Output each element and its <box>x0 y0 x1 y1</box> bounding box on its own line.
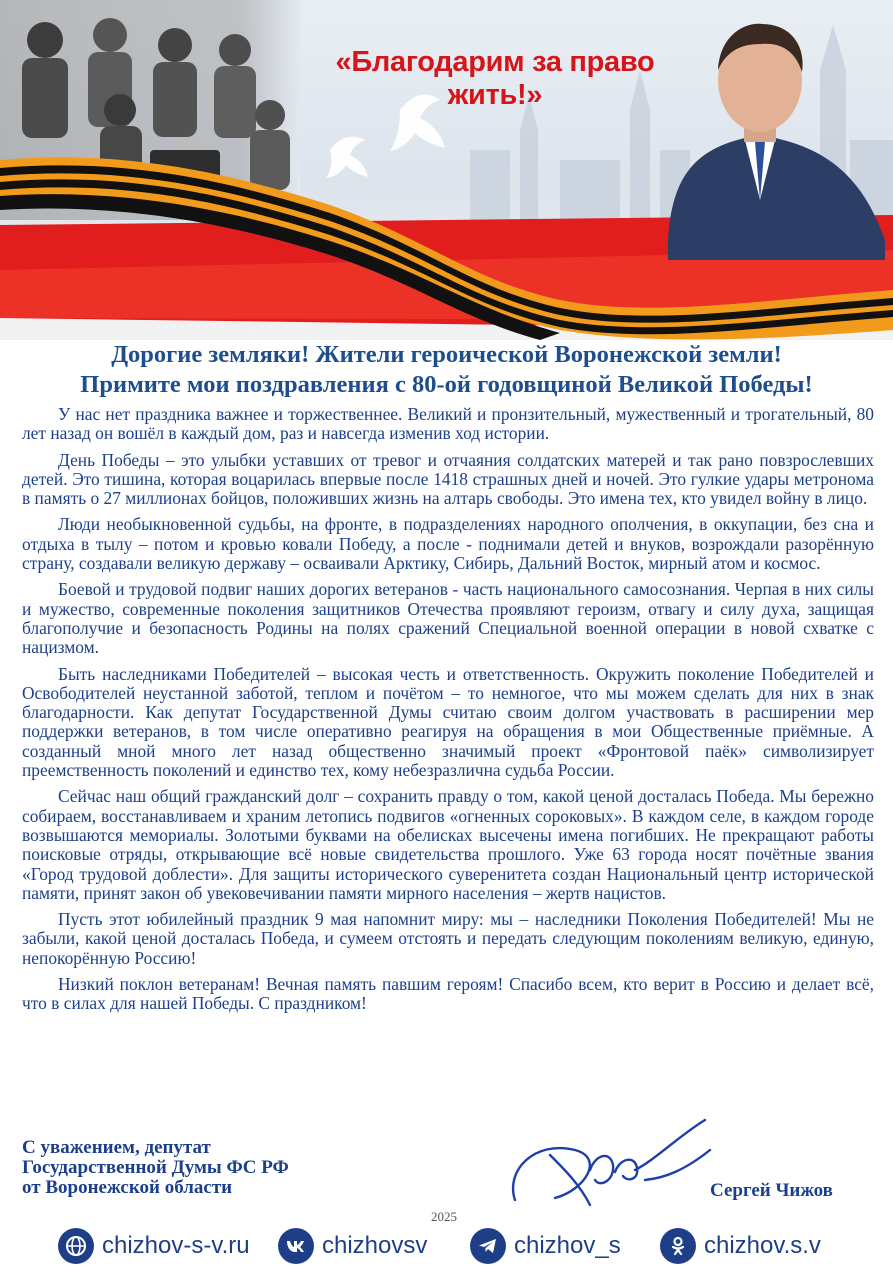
paragraph: Люди необыкновенной судьбы, на фронте, в подразделениях народного ополчения, в оккупации, без сна и отдыха в тылу – потом и кровью ковали Победу, а после - поднимали детей и внуков, возрождали разорённую страну, создавали великую державу – осваивали Арктику, Сибирь, Дальний Восток, мирный атом и космос. <box>22 514 874 574</box>
signature-line-1: С уважением, депутат <box>22 1137 211 1158</box>
social-vk[interactable] <box>278 1228 427 1264</box>
social-label: chizhov.s.v <box>704 1232 821 1259</box>
paragraph: Быть наследниками Победителей – высокая честь и ответственность. Окружить поколение Победителей и Освободителей неустанной заботой, теплом и почётом – то немногое, что мы можем сделать для них в знак благодарности. Как депутат Государственной Думы считаю своим долгом участвовать в расширении мер поддержки ветеранов, в том числе оперативно реагируя на обращения в мои Общественные приёмные. А созданный мной много лет назад общественно значимый проект «Фронтовой паёк» символизирует преемственность поколений и единство тех, кому небезразлична судьба России. <box>22 663 874 781</box>
heading-line-2: Примите мои поздравления с 80-ой годовщиной Великой Победы! <box>80 371 813 398</box>
vk-icon <box>278 1228 314 1264</box>
greeting-heading <box>0 340 893 400</box>
signature-line-2: Государственной Думы ФС РФ <box>22 1157 289 1178</box>
paragraph: Сейчас наш общий гражданский долг – сохранить правду о том, какой ценой досталась Победа. Мы бережно собираем, восстанавливаем и храним летопись подвигов «огненных сороковых». В каждом селе, в каждом городе возвышаются мемориалы. Золотыми буквами на обелисках высечены имена погибших. Не прекращают работы поисковые отряды, открывающие всё новые свидетельства прошлого. Уже 63 города носят почётные звания «Город трудовой доблести». Для защиты исторического суверенитета создан Национальный центр исторической памяти, принят закон об увековечивании памяти мирного населения – жертв нацистов. <box>22 786 874 903</box>
year: 2025 <box>431 1209 457 1224</box>
letter-body <box>22 405 874 1021</box>
social-website[interactable] <box>58 1228 250 1264</box>
social-label: chizhov_s <box>514 1232 621 1259</box>
heading-line-1: Дорогие земляки! Жители героической Воронежской земли! <box>111 341 782 368</box>
paragraph: У нас нет праздника важнее и торжественнее. Великий и пронзительный, мужественный и трогательный, 80 лет назад он вошёл в каждый дом, раз и навсегда изменив ход истории. <box>22 404 874 444</box>
paragraph: Низкий поклон ветеранам! Вечная память павшим героям! Спасибо всем, кто верит в Россию и делает всё, что в силах для нашей Победы. С праздником! <box>22 974 874 1014</box>
handwritten-signature <box>495 1110 725 1220</box>
social-label: chizhovsv <box>322 1232 428 1259</box>
social-label: chizhov-s-v.ru <box>102 1232 250 1259</box>
signature-title <box>22 1138 289 1198</box>
paragraph: Боевой и трудовой подвиг наших дорогих ветеранов - часть национального самосознания. Черпая в них силы и мужество, современные поколения защитников Отечества проявляют героизм, отвагу и силу духа, защищая благополучие и безопасность Родины на полях сражений Специальной военной операции в новой схватке с нацизмом. <box>22 579 874 658</box>
social-odnoklassniki[interactable] <box>660 1228 821 1264</box>
social-telegram[interactable] <box>470 1228 621 1264</box>
signer-name: Сергей Чижов <box>710 1180 833 1201</box>
paragraph: День Победы – это улыбки уставших от тревог и отчаяния солдатских матерей и так рано повзрослевших детей. Это тишина, которая воцарилась впервые после 1418 страшных дней и ночей. Это гулкие удары метронома в память о 27 миллионах бойцов, положивших жизнь на алтарь свободы. Это имена тех, кто увидел войну в лицо. <box>22 449 874 509</box>
globe-icon <box>58 1228 94 1264</box>
slogan: «Благодарим за право жить!» <box>335 46 655 111</box>
telegram-icon <box>470 1228 506 1264</box>
odnoklassniki-icon <box>660 1228 696 1264</box>
paragraph: Пусть этот юбилейный праздник 9 мая напомнит миру: мы – наследники Поколения Победителей! Мы не забыли, какой ценой досталась Победа, и сумеем отстоять и передать следующим поколениям великую, единую, непокорённую Россию! <box>22 909 874 968</box>
signature-line-3: от Воронежской области <box>22 1177 233 1198</box>
header-banner <box>0 0 893 340</box>
social-links <box>0 1222 893 1272</box>
